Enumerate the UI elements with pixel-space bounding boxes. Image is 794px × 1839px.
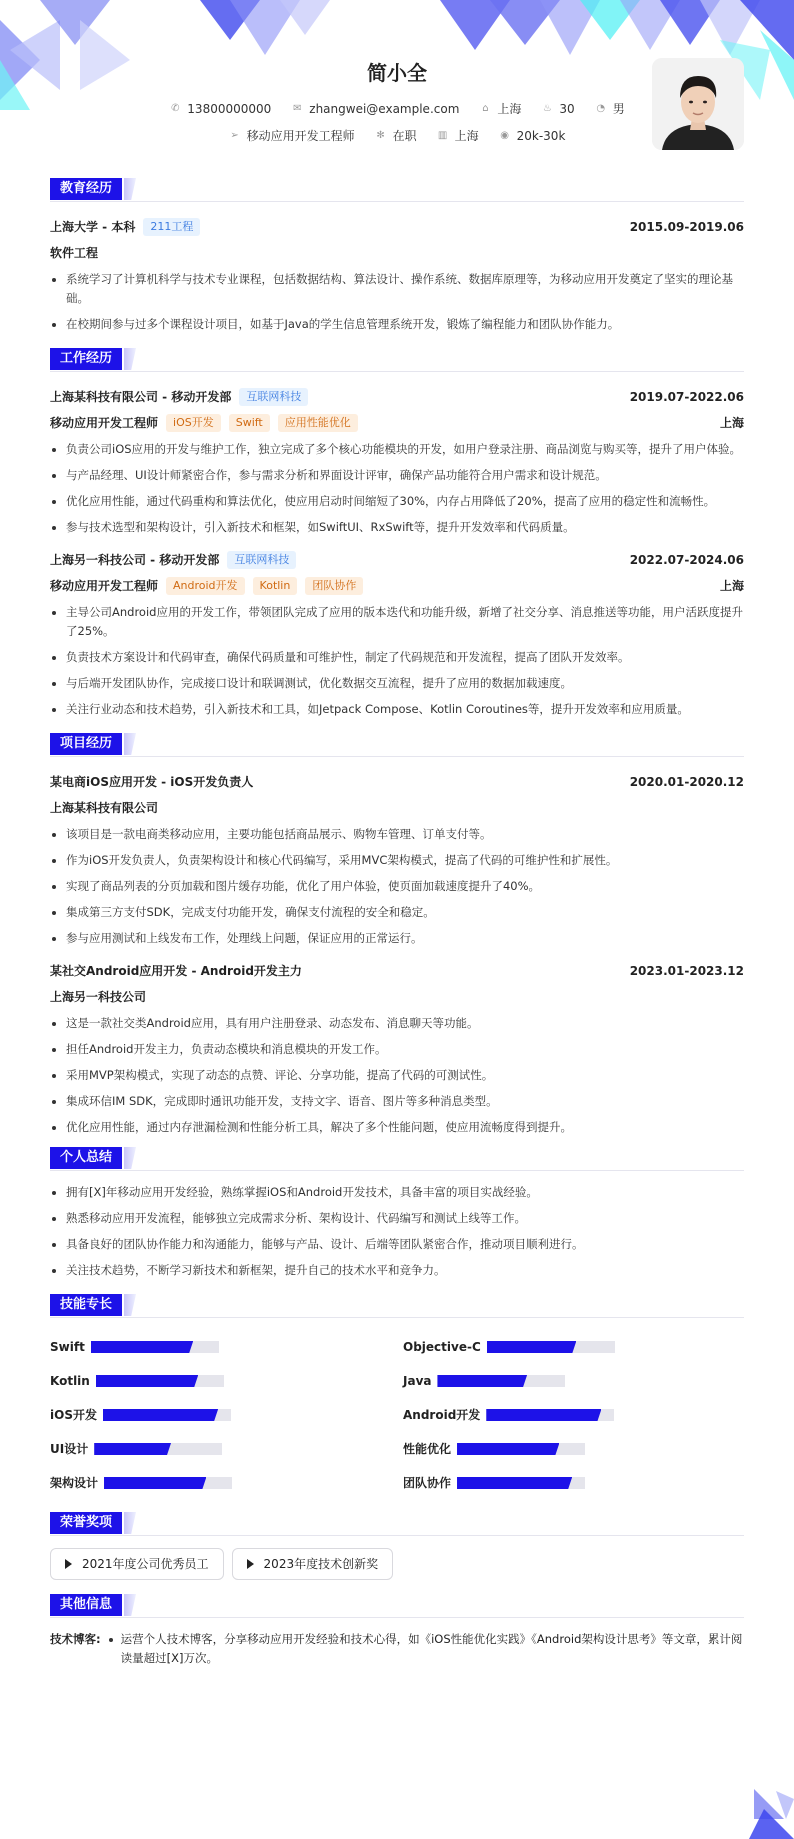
- skill-tag: iOS开发: [166, 414, 221, 432]
- skill-bar: [94, 1443, 222, 1455]
- skill-name: 架构设计: [50, 1476, 99, 1490]
- info-location: ⌂ 上海: [479, 100, 521, 118]
- play-triangle-icon: [247, 1559, 254, 1569]
- skill-name: Java: [403, 1374, 432, 1388]
- work-date: 2022.07-2024.06: [629, 553, 744, 567]
- info-phone: ✆ 13800000000: [171, 102, 272, 116]
- skill-tag: 应用性能优化: [278, 414, 358, 432]
- skill-item: [403, 1432, 756, 1466]
- list-item: 担任Android开发主力，负责动态模块和消息模块的开发工作。: [50, 1040, 744, 1059]
- list-item: 关注行业动态和技术趋势，引入新技术和工具，如Jetpack Compose、Kotlin Coroutines等，提升开发效率和应用质量。: [50, 700, 744, 719]
- work-entry: [50, 384, 744, 537]
- project-bullets: [50, 825, 744, 948]
- skill-bar: [457, 1443, 585, 1455]
- skill-name: Kotlin: [50, 1374, 90, 1388]
- work-section: [50, 348, 744, 719]
- info-status: ✻ 在职: [376, 129, 417, 143]
- skill-bar-fill: [487, 1341, 577, 1353]
- avatar-portrait: [652, 58, 744, 150]
- company-name: 上海另一科技公司 - 移动开发部: [50, 553, 220, 567]
- project-date: 2023.01-2023.12: [629, 964, 744, 978]
- skill-name: Android开发: [403, 1408, 481, 1422]
- industry-tag: 互联网科技: [227, 551, 296, 569]
- section-title-tail: [124, 1512, 136, 1534]
- skill-item: [50, 1330, 403, 1364]
- list-item: 负责公司iOS应用的开发与维护工作，独立完成了多个核心功能模块的开发，如用户登录注册、商品浏览与购买等，提升了用户体验。: [50, 440, 744, 459]
- list-item: 实现了商品列表的分页加载和图片缓存功能，优化了用户体验，使页面加载速度提升了40%。: [50, 877, 744, 896]
- skills-section: [50, 1294, 744, 1500]
- major: 软件工程: [50, 246, 99, 260]
- section-header: [50, 1594, 744, 1618]
- tech-blog-list: [107, 1630, 744, 1668]
- list-item: 运营个人技术博客，分享移动应用开发经验和技术心得，如《iOS性能优化实践》《Android架构设计思考》等文章，累计阅读量超过[X]万次。: [107, 1630, 744, 1668]
- footer-decoration: [734, 1779, 794, 1839]
- list-item: 主导公司Android应用的开发工作，带领团队完成了应用的版本迭代和功能升级，新增了社交分享、消息推送等功能，用户活跃度提升了25%。: [50, 603, 744, 641]
- awards-section: [50, 1512, 744, 1580]
- skill-name: 性能优化: [403, 1442, 452, 1456]
- skill-bar-fill: [91, 1341, 193, 1353]
- section-header: [50, 1512, 744, 1536]
- list-item: 作为iOS开发负责人，负责架构设计和核心代码编写，采用MVC架构模式，提高了代码的可维护性和扩展性。: [50, 851, 744, 870]
- info-email: ✉ zhangwei@example.com: [293, 102, 460, 116]
- info-gender: ◔ 男: [596, 102, 625, 116]
- list-item: 参与技术选型和架构设计，引入新技术和框架，如SwiftUI、RxSwift等，提升开发效率和代码质量。: [50, 518, 744, 537]
- section-header: [50, 348, 744, 372]
- work-bullets: [50, 603, 744, 719]
- award-item: 2023年度技术创新奖: [232, 1548, 394, 1580]
- skill-bar-fill: [96, 1375, 198, 1387]
- candidate-name: 简小全: [367, 61, 427, 85]
- skill-tag: Android开发: [166, 577, 245, 595]
- cake-icon: ♨: [542, 103, 552, 114]
- section-title-tail: [124, 733, 136, 755]
- skill-bar: [103, 1409, 231, 1421]
- project-name: 某电商iOS应用开发 - iOS开发负责人: [50, 775, 254, 789]
- section-title: 个人总结: [50, 1147, 122, 1169]
- skill-name: UI设计: [50, 1442, 89, 1456]
- mail-icon: ✉: [293, 103, 302, 114]
- list-item: 拥有[X]年移动应用开发经验，熟练掌握iOS和Android开发技术，具备丰富的项目实战经验。: [50, 1183, 744, 1202]
- position: 移动应用开发工程师: [50, 579, 159, 593]
- skill-bar-fill: [103, 1409, 218, 1421]
- skill-bar: [487, 1341, 615, 1353]
- section-title: 工作经历: [50, 348, 122, 370]
- list-item: 具备良好的团队协作能力和沟通能力，能够与产品、设计、后端等团队紧密合作，推动项目顺利进行。: [50, 1235, 744, 1254]
- gender-icon: ◔: [596, 103, 606, 114]
- education-section: [50, 178, 744, 334]
- skill-item: [50, 1364, 403, 1398]
- summary-section: [50, 1147, 744, 1280]
- project-bullets: [50, 1014, 744, 1137]
- play-triangle-icon: [65, 1559, 72, 1569]
- section-header: [50, 733, 744, 757]
- projects-section: [50, 733, 744, 1137]
- section-title-tail: [124, 1147, 136, 1169]
- skills-grid: [50, 1330, 744, 1500]
- tech-blog-label: 技术博客:: [50, 1632, 101, 1646]
- company-name: 上海某科技有限公司 - 移动开发部: [50, 390, 232, 404]
- project-date: 2020.01-2020.12: [629, 775, 744, 789]
- skill-bar: [96, 1375, 224, 1387]
- work-bullets: [50, 440, 744, 537]
- info-target-city: ▥ 上海: [437, 129, 479, 143]
- skill-tag: Kotlin: [253, 577, 298, 595]
- list-item: 熟悉移动应用开发流程，能够独立完成需求分析、架构设计、代码编写和测试上线等工作。: [50, 1209, 744, 1228]
- list-item: 集成环信IM SDK，完成即时通讯功能开发，支持文字、语音、图片等多种消息类型。: [50, 1092, 744, 1111]
- skill-bar: [104, 1477, 232, 1489]
- section-title-tail: [124, 1594, 136, 1616]
- list-item: 系统学习了计算机科学与技术专业课程，包括数据结构、算法设计、操作系统、数据库原理等，为移动应用开发奠定了坚实的理论基础。: [50, 270, 744, 308]
- info-target-position: ➢ 移动应用开发工程师: [230, 129, 355, 143]
- section-title-tail: [124, 178, 136, 200]
- section-title: 教育经历: [50, 178, 122, 200]
- award-item: 2021年度公司优秀员工: [50, 1548, 224, 1580]
- list-item: 与产品经理、UI设计师紧密合作，参与需求分析和界面设计评审，确保产品功能符合用户需求和设计规范。: [50, 466, 744, 485]
- list-item: 在校期间参与过多个课程设计项目，如基于Java的学生信息管理系统开发，锻炼了编程能力和团队协作能力。: [50, 315, 744, 334]
- position: 移动应用开发工程师: [50, 416, 159, 430]
- list-item: 负责技术方案设计和代码审查，确保代码质量和可维护性，制定了代码规范和开发流程，提高了团队开发效率。: [50, 648, 744, 667]
- tech-blog-row: [50, 1630, 744, 1668]
- send-icon: ➢: [230, 130, 239, 141]
- list-item: 与后端开发团队协作，完成接口设计和联调测试，优化数据交互流程，提升了应用的数据加载速度。: [50, 674, 744, 693]
- skill-item: [403, 1330, 756, 1364]
- project-name: 某社交Android应用开发 - Android开发主力: [50, 964, 302, 978]
- skill-bar: [457, 1477, 585, 1489]
- skill-item: [403, 1364, 756, 1398]
- salary-icon: ◉: [500, 130, 509, 141]
- skill-item: [403, 1398, 756, 1432]
- list-item: 参与应用测试和上线发布工作，处理线上问题，保证应用的正常运行。: [50, 929, 744, 948]
- section-title: 其他信息: [50, 1594, 122, 1616]
- section-title-tail: [124, 1294, 136, 1316]
- education-date: 2015.09-2019.06: [629, 220, 744, 234]
- section-title-tail: [124, 348, 136, 370]
- skill-bar-fill: [104, 1477, 206, 1489]
- work-date: 2019.07-2022.06: [629, 390, 744, 404]
- other-section: [50, 1594, 744, 1668]
- list-item: 关注技术趋势，不断学习新技术和新框架，提升自己的技术水平和竞争力。: [50, 1261, 744, 1280]
- skill-bar: [437, 1375, 565, 1387]
- skill-item: [50, 1466, 403, 1500]
- work-city: 上海: [719, 579, 744, 593]
- skill-bar-fill: [457, 1443, 559, 1455]
- section-title: 项目经历: [50, 733, 122, 755]
- industry-tag: 互联网科技: [239, 388, 308, 406]
- skill-item: [403, 1466, 756, 1500]
- education-entry: [50, 214, 744, 334]
- skill-name: 团队协作: [403, 1476, 452, 1490]
- skill-name: Objective-C: [403, 1340, 481, 1354]
- building-icon: ▥: [437, 130, 448, 141]
- school-tag: 211工程: [143, 218, 200, 236]
- skill-tag: Swift: [229, 414, 270, 432]
- section-title: 技能专长: [50, 1294, 122, 1316]
- home-icon: ⌂: [482, 103, 489, 114]
- phone-icon: ✆: [171, 103, 180, 114]
- project-company: 上海某科技有限公司: [50, 801, 159, 815]
- list-item: 这是一款社交类Android应用，具有用户注册登录、动态发布、消息聊天等功能。: [50, 1014, 744, 1033]
- section-header: [50, 1147, 744, 1171]
- skill-bar-fill: [437, 1375, 527, 1387]
- section-header: [50, 1294, 744, 1318]
- skill-name: Swift: [50, 1340, 85, 1354]
- project-company: 上海另一科技公司: [50, 990, 147, 1004]
- skill-item: [50, 1432, 403, 1466]
- awards-list: [50, 1548, 744, 1580]
- school-name: 上海大学 - 本科: [50, 220, 136, 234]
- skill-bar-fill: [457, 1477, 572, 1489]
- status-icon: ✻: [376, 130, 385, 141]
- list-item: 集成第三方支付SDK，完成支付功能开发，确保支付流程的安全和稳定。: [50, 903, 744, 922]
- skill-bar: [486, 1409, 614, 1421]
- skill-bar-fill: [486, 1409, 601, 1421]
- work-entry: [50, 547, 744, 719]
- info-age: ♨ 30: [542, 102, 575, 116]
- resume-header: [0, 0, 794, 170]
- list-item: 该项目是一款电商类移动应用，主要功能包括商品展示、购物车管理、订单支付等。: [50, 825, 744, 844]
- section-header: [50, 178, 744, 202]
- project-entry: [50, 769, 744, 948]
- list-item: 优化应用性能，通过内存泄漏检测和性能分析工具，解决了多个性能问题，使应用流畅度得到提升。: [50, 1118, 744, 1137]
- work-city: 上海: [719, 416, 744, 430]
- avatar: [652, 58, 744, 150]
- list-item: 优化应用性能，通过代码重构和算法优化，使应用启动时间缩短了30%，内存占用降低了20%，提高了应用的稳定性和流畅性。: [50, 492, 744, 511]
- skill-name: iOS开发: [50, 1408, 97, 1422]
- skill-tag: 团队协作: [305, 577, 363, 595]
- project-entry: [50, 958, 744, 1137]
- section-title: 荣誉奖项: [50, 1512, 122, 1534]
- list-item: 采用MVP架构模式，实现了动态的点赞、评论、分享功能，提高了代码的可测试性。: [50, 1066, 744, 1085]
- summary-bullets: [50, 1183, 744, 1280]
- education-bullets: [50, 270, 744, 334]
- skill-bar: [91, 1341, 219, 1353]
- info-salary: ◉ 20k-30k: [500, 129, 566, 143]
- skill-item: [50, 1398, 403, 1432]
- skill-bar-fill: [94, 1443, 171, 1455]
